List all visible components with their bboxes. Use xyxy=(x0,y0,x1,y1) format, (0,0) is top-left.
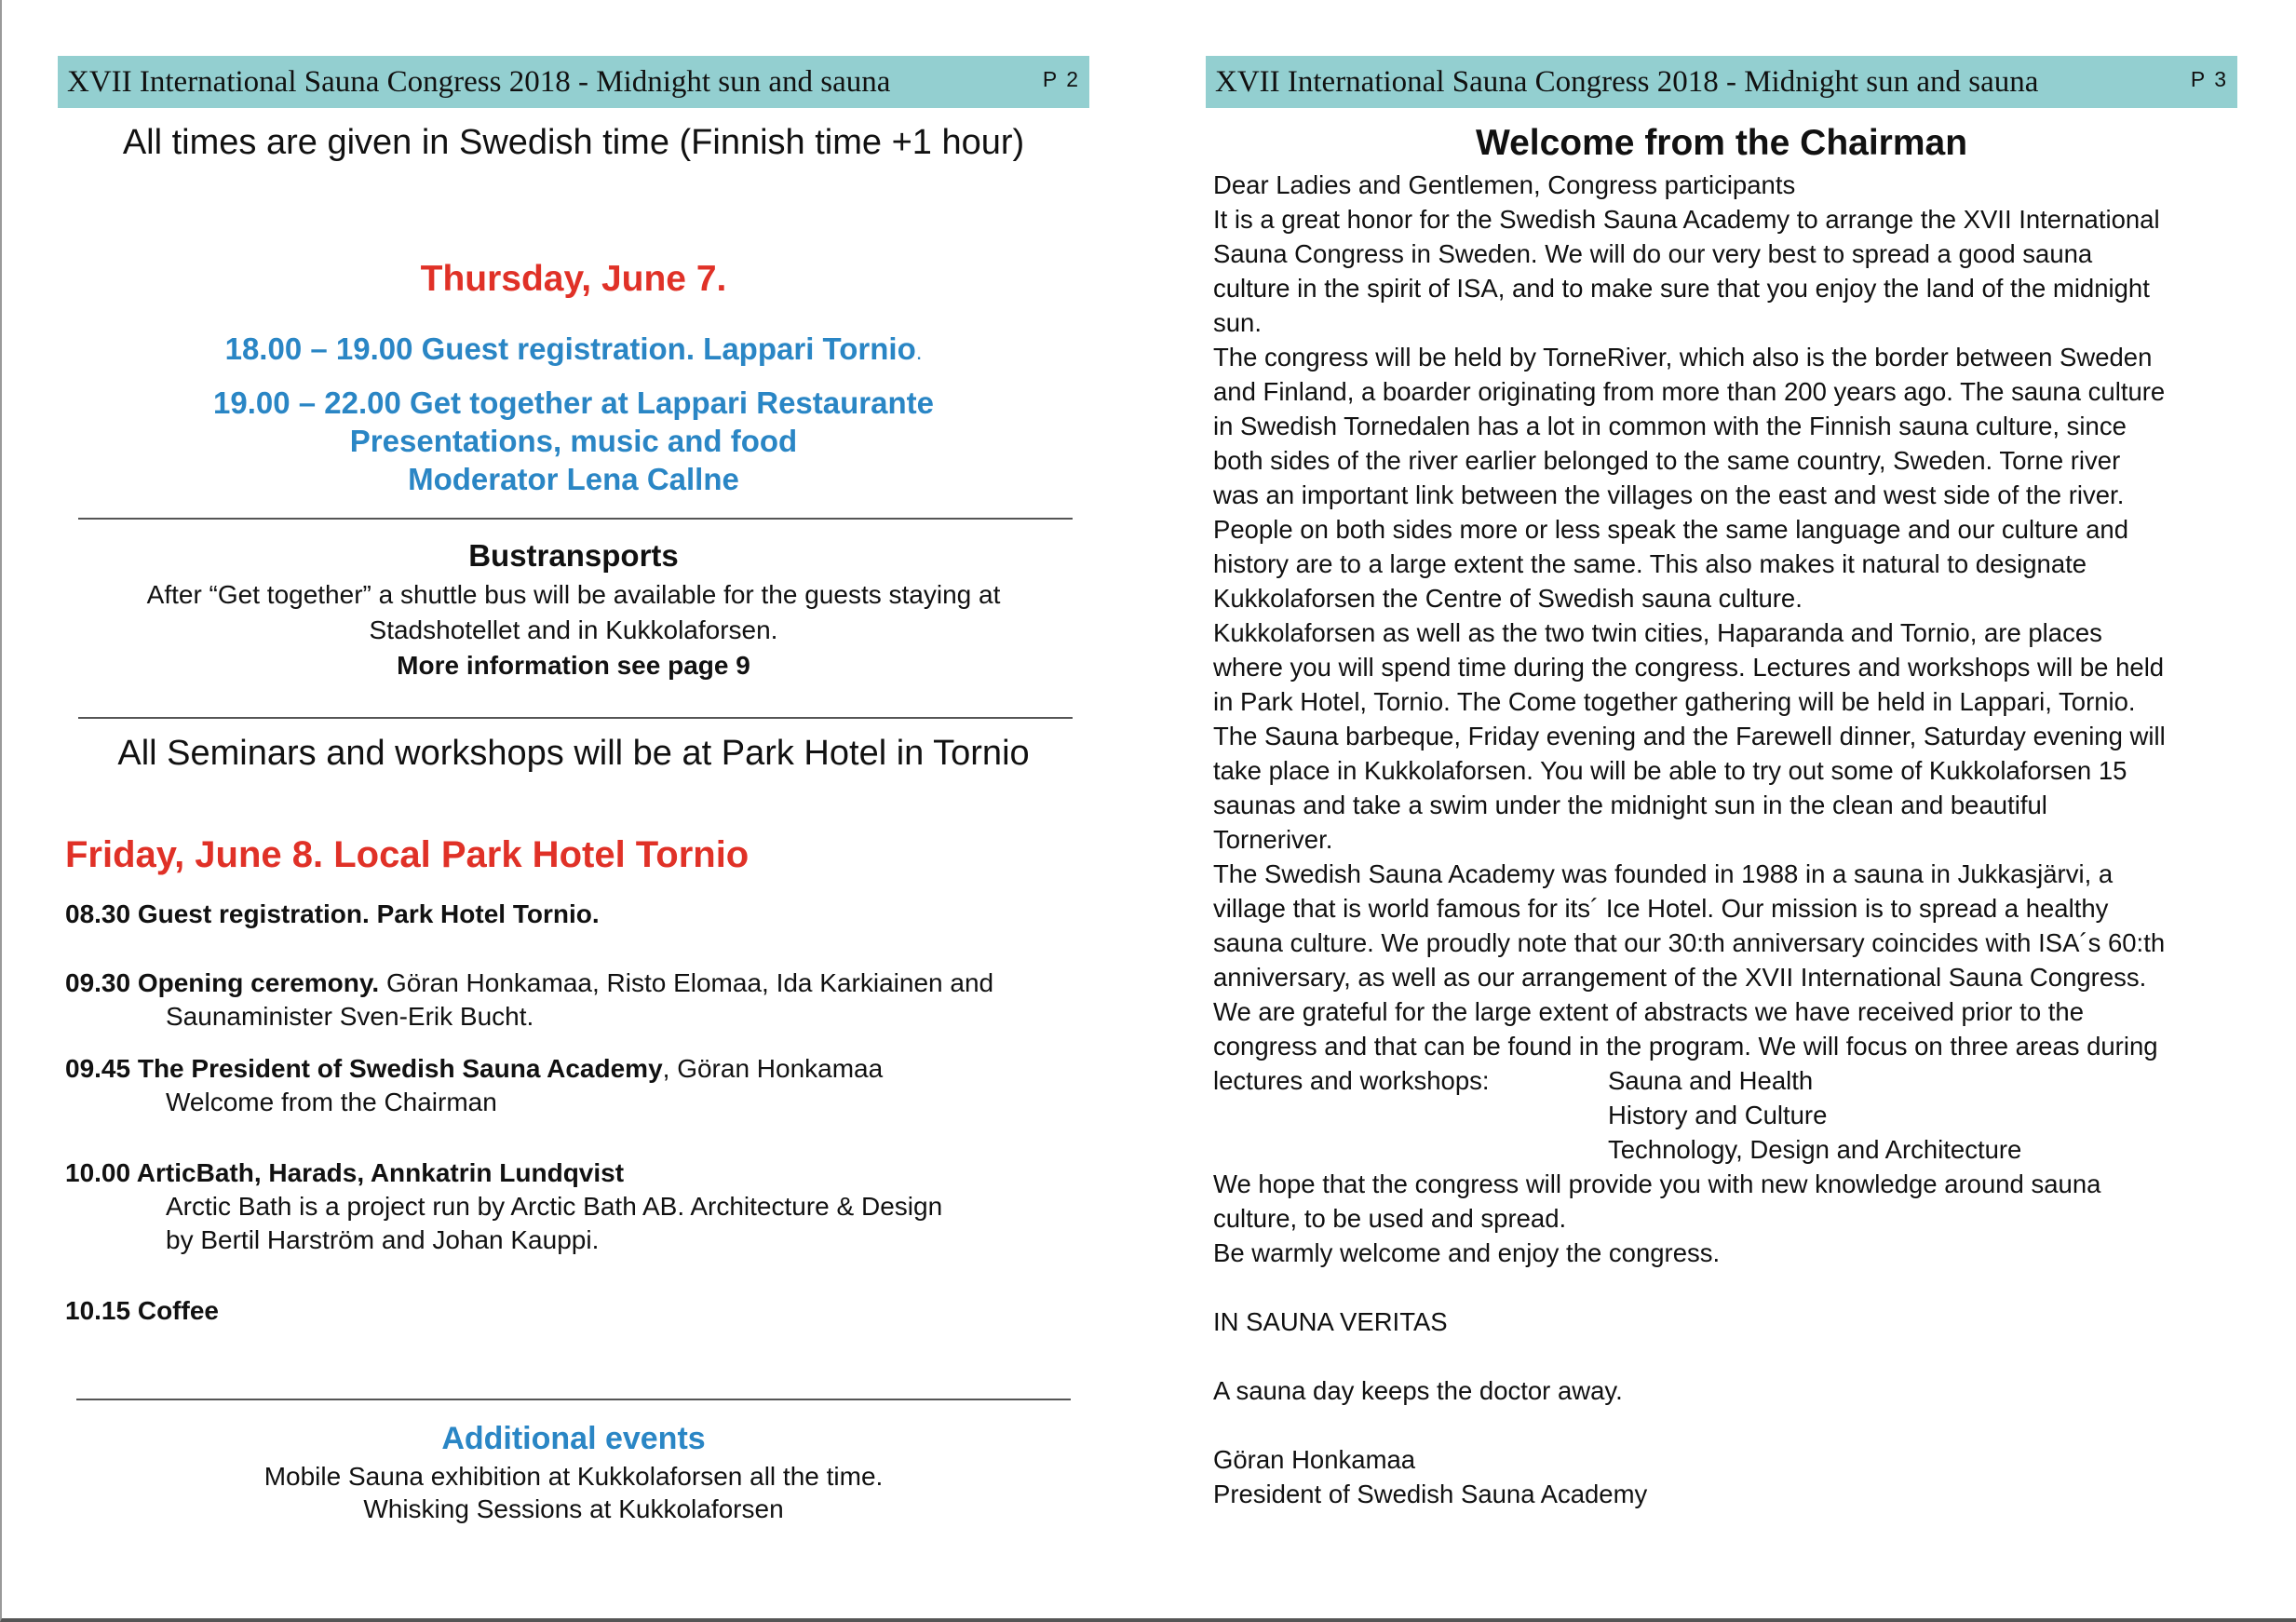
page-right xyxy=(1148,0,2296,1622)
thursday-registration xyxy=(58,331,1089,367)
thursday-get-together xyxy=(58,384,1089,498)
letter-line: The Sauna barbeque, Friday evening and the Farewell dinner, Saturday evening will xyxy=(1213,722,2166,750)
letter-line: in Park Hotel, Tornio. The Come together gathering will be held in Lappari, Tornio. xyxy=(1213,687,2136,716)
divider xyxy=(76,1399,1071,1400)
welcome-letter xyxy=(1213,168,2265,1511)
letter-line: Kukkolaforsen as well as the two twin cities, Haparanda and Tornio, are places xyxy=(1213,618,2102,647)
letter-line: sauna culture. We proudly note that our 30:th anniversary coincides with ISA´s 60:th xyxy=(1213,928,2166,957)
header-bar-right xyxy=(1206,56,2237,108)
program-item-detail: Saunaminister Sven-Erik Bucht. xyxy=(166,1002,534,1031)
program-item-title: 08.30 Guest registration. Park Hotel Tornio. xyxy=(65,899,600,928)
signature-name: Göran Honkamaa xyxy=(1213,1445,1416,1474)
focus-areas-row xyxy=(1213,1098,2265,1132)
program-item xyxy=(65,1156,942,1257)
header-title: XVII International Sauna Congress 2018 - Midnight sun and sauna xyxy=(1215,65,2039,99)
bus-heading: Bustransports xyxy=(468,538,679,573)
letter-line: sun. xyxy=(1213,308,1262,337)
program-item xyxy=(65,1052,883,1119)
program-item-title: 10.00 ArticBath, Harads, Annkatrin Lundqvist xyxy=(65,1158,625,1187)
letter-line: Sauna Congress in Sweden. We will do our very best to spread a good sauna xyxy=(1213,239,2093,268)
program-item-title: 10.15 Coffee xyxy=(65,1296,219,1325)
header-bar-left xyxy=(58,56,1089,108)
header-title: XVII International Sauna Congress 2018 - Midnight sun and sauna xyxy=(67,65,891,99)
welcome-heading: Welcome from the Chairman xyxy=(1475,123,1968,163)
focus-areas-label: lectures and workshops: xyxy=(1213,1066,1490,1095)
letter-line: was an important link between the villages on the east and west side of the river. xyxy=(1213,480,2125,509)
seminars-note: All Seminars and workshops will be at Park Hotel in Tornio xyxy=(117,734,1030,773)
program-item xyxy=(65,898,600,931)
saying: A sauna day keeps the doctor away. xyxy=(1213,1376,1623,1405)
focus-area: Sauna and Health xyxy=(1608,1066,1814,1095)
letter-line: where you will spend time during the congress. Lectures and workshops will be held xyxy=(1213,653,2165,682)
focus-areas-row xyxy=(1213,1063,2265,1098)
letter-line: We are grateful for the large extent of abstracts we have received prior to the xyxy=(1213,997,2084,1026)
divider xyxy=(78,518,1073,520)
letter-line: It is a great honor for the Swedish Sauna Academy to arrange the XVII International xyxy=(1213,205,2160,234)
additional-info xyxy=(58,1460,1089,1525)
additional-heading: Additional events xyxy=(441,1421,706,1456)
thursday-registration-text: 18.00 – 19.00 Guest registration. Lappari Tornio xyxy=(224,331,916,366)
program-item-title: 09.30 Opening ceremony. xyxy=(65,968,380,997)
motto: IN SAUNA VERITAS xyxy=(1213,1307,1448,1336)
focus-area: History and Culture xyxy=(1608,1101,1828,1129)
friday-heading: Friday, June 8. Local Park Hotel Tornio xyxy=(65,834,750,875)
letter-body xyxy=(1213,168,2265,1063)
bus-info xyxy=(58,577,1089,683)
letter-line: We hope that the congress will provide you with new knowledge around sauna xyxy=(1213,1169,2101,1198)
divider xyxy=(78,717,1073,719)
program-item-title: 09.45 The President of Swedish Sauna Academy xyxy=(65,1054,663,1083)
thursday-heading: Thursday, June 7. xyxy=(420,259,727,299)
letter-line: both sides of the river earlier belonged to the same country, Sweden. Torne river xyxy=(1213,446,2121,475)
page-number: P 3 xyxy=(2190,67,2228,91)
program-item-detail: Arctic Bath is a project run by Arctic Bath AB. Architecture & Design xyxy=(166,1192,943,1221)
letter-line: Kukkolaforsen the Centre of Swedish sauna culture. xyxy=(1213,584,1803,613)
letter-line: take place in Kukkolaforsen. You will be able to try out some of Kukkolaforsen 15 xyxy=(1213,756,2127,785)
letter-closing xyxy=(1213,1167,2265,1270)
letter-line: The Swedish Sauna Academy was founded in 1988 in a sauna in Jukkasjärvi, a xyxy=(1213,859,2114,888)
letter-line: in Swedish Tornedalen has a lot in common with the Finnish sauna culture, since xyxy=(1213,412,2127,440)
letter-line: culture in the spirit of ISA, and to make sure that you enjoy the land of the midnight xyxy=(1213,274,2150,303)
letter-line: Torneriver. xyxy=(1213,825,1333,854)
page-number: P 2 xyxy=(1042,67,1080,91)
signature-title: President of Swedish Sauna Academy xyxy=(1213,1480,1648,1508)
letter-line: Be warmly welcome and enjoy the congress. xyxy=(1213,1238,1721,1267)
moderator-line: Moderator Lena Callne xyxy=(408,462,739,496)
presentations-line: Presentations, music and food xyxy=(349,424,798,458)
letter-line: history are to a large extent the same. This also makes it natural to designate xyxy=(1213,549,2087,578)
program-item xyxy=(65,1294,219,1328)
focus-areas-row xyxy=(1213,1132,2265,1167)
letter-line: congress and that can be found in the program. We will focus on three areas during xyxy=(1213,1032,2158,1061)
program-item-detail: Welcome from the Chairman xyxy=(166,1088,497,1116)
program-item-speakers: , Göran Honkamaa xyxy=(662,1054,884,1083)
program-item-detail: by Bertil Harström and Johan Kauppi. xyxy=(166,1225,600,1254)
letter-line: Dear Ladies and Gentlemen, Congress participants xyxy=(1213,170,1796,199)
letter-line: saunas and take a swim under the midnight sun in the clean and beautiful xyxy=(1213,791,2047,819)
letter-line: anniversary, as well as our arrangement of the XVII International Sauna Congress. xyxy=(1213,963,2147,992)
bus-text-line: Stadshotellet and in Kukkolaforsen. xyxy=(369,615,778,644)
time-note: All times are given in Swedish time (Finnish time +1 hour) xyxy=(122,123,1025,162)
thursday-registration-dot: . xyxy=(915,340,923,365)
letter-line: and Finland, a boarder originating from more than 200 years ago. The sauna culture xyxy=(1213,377,2166,406)
bus-more-info: More information see page 9 xyxy=(397,651,750,680)
program-item xyxy=(65,966,993,1034)
focus-area: Technology, Design and Architecture xyxy=(1608,1135,2022,1164)
letter-line: People on both sides more or less speak the same language and our culture and xyxy=(1213,515,2128,544)
bus-text-line: After “Get together” a shuttle bus will be available for the guests staying at xyxy=(146,580,1001,609)
letter-line: The congress will be held by TorneRiver, which also is the border between Sweden xyxy=(1213,343,2153,372)
additional-line: Mobile Sauna exhibition at Kukkolaforsen all the time. xyxy=(263,1462,884,1491)
program-item-speakers: Göran Honkamaa, Risto Elomaa, Ida Karkiainen and xyxy=(379,968,994,997)
additional-line: Whisking Sessions at Kukkolaforsen xyxy=(363,1494,784,1523)
letter-line: culture, to be used and spread. xyxy=(1213,1204,1567,1233)
letter-line: village that is world famous for its´ Ice Hotel. Our mission is to spread a healthy xyxy=(1213,894,2109,923)
get-together-line: 19.00 – 22.00 Get together at Lappari Restaurante xyxy=(213,385,934,420)
